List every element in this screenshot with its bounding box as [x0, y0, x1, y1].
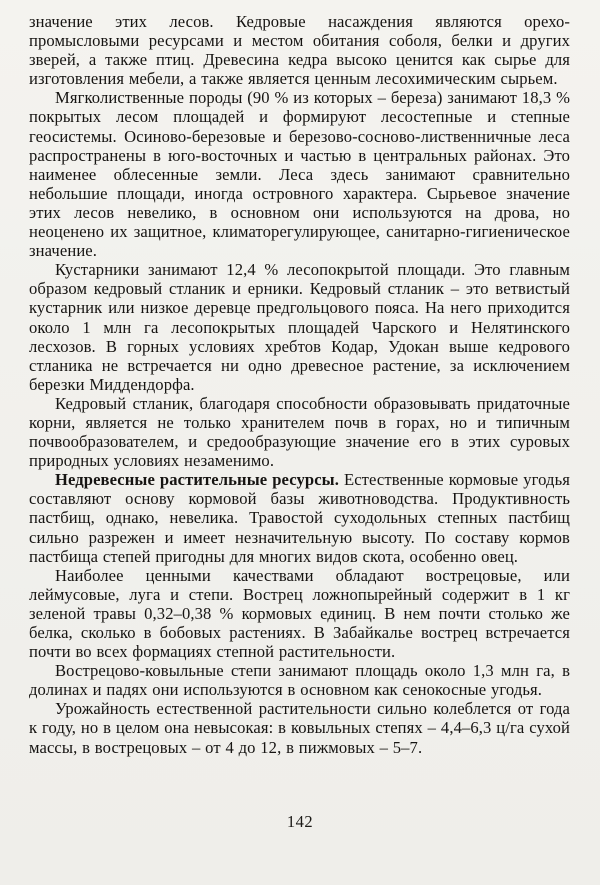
paragraph-text: Естественные кормовые угодья составляют основу кормовой базы животноводства. Продуктивность пастбищ, однако, невелика. Травостой суходольных степных пастбищ сильно разрежен и имеет незначительную высоту. По составу кормов пастбища степей пригодны для многих видов скота, особенно овец. [29, 470, 570, 566]
paragraph: Наиболее ценными качествами обладают вострецовые, или леймусовые, луга и степи. Вострец ложнопырейный содержит в 1 кг зеленой травы 0,32–0,38 % кормовых единиц. В нем почти столько же белка, сколько в бобовых растениях. В Забайкалье вострец встречается почти во всех формациях степной растительности. [29, 565, 570, 662]
paragraph-with-heading [29, 470, 570, 565]
page-text-block [29, 12, 570, 757]
inline-section-heading: Недревесные растительные ресурсы. [55, 470, 339, 490]
paragraph: Урожайность естественной растительности сильно колеблется от года к году, но в целом она невысокая: в ковыльных степях – 4,4–6,3 ц/га сухой массы, в вострецовых – от 4 до 12, в пижмовых – 5–7. [29, 699, 570, 757]
paragraph: Кедровый стланик, благодаря способности образовывать придаточные корни, является не только хранителем почв в горах, но и типичным почвообразователем, и средообразующие значение его в этих суровых природных условиях незаменимо. [29, 393, 570, 471]
page-number: 142 [286, 812, 314, 831]
paragraph: Кустарники занимают 12,4 % лесопокрытой площади. Это главным образом кедровый стланик и ерники. Кедровый стланик – это ветвистый кустарник или низкое деревце предгольцового пояса. На него приходится около 1 млн га лесопокрытых площадей Чарского и Нелятинского лесхозов. В горных условиях хребтов Кодар, Удокан выше кедрового стланика не встречается ни одно древесное растение, за исключением березки Миддендорфа. [29, 260, 570, 394]
paragraph-continuation: значение этих лесов. Кедровые насаждения являются орехо-промысловыми ресурсами и местом обитания соболя, белки и других зверей, а также птиц. Древесина кедра высоко ценится как сырье для изготовления мебели, а также является ценным лесохимическим сырьем. [29, 12, 570, 89]
paragraph: Вострецово-ковыльные степи занимают площадь около 1,3 млн га, в долинах и падях они используются в основном как сенокосные угодья. [29, 661, 570, 700]
paragraph: Мягколиственные породы (90 % из которых – береза) занимают 18,3 % покрытых лесом площадей и формируют лесостепные и степные геосистемы. Осиново-березовые и березово-сосново-лиственничные леса распространены в юго-восточных и частью в центральных районах. Это наименее облесенные земли. Леса здесь занимают сравнительно небольшие площади, иногда островного характера. Сырьевое значение этих лесов невелико, в основном они используются на дрова, но неоценено их защитное, климаторегулирующее, санитарно-гигиеническое значение. [29, 88, 570, 261]
